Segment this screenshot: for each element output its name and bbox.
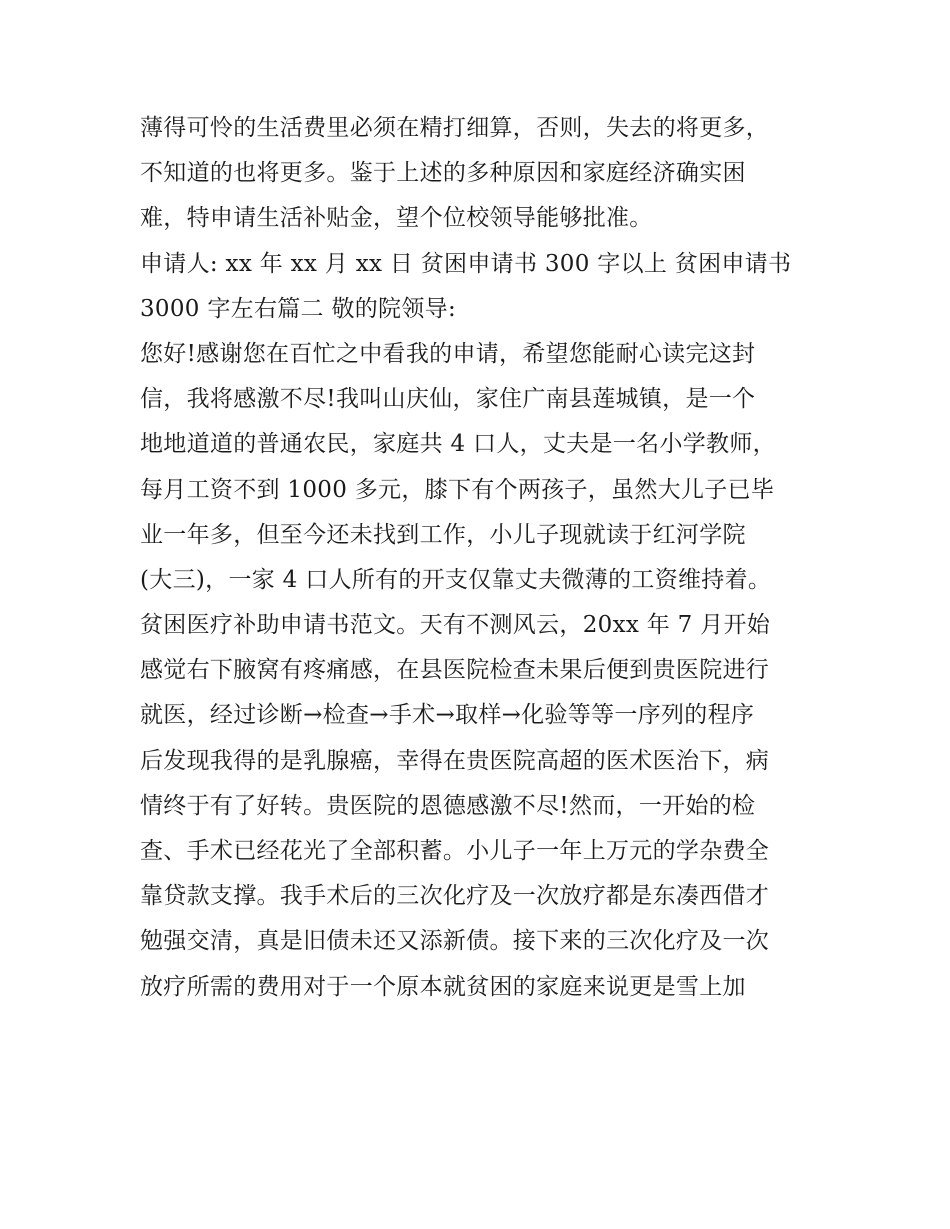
text-line: 靠贷款支撑。我手术后的三次化疗及一次放疗都是东凑西借才 — [140, 883, 770, 910]
text-line: 地地道道的普通农民，家庭共 4 口人，丈夫是一名小学教师， — [140, 431, 776, 458]
text-line: 查、手术已经花光了全部积蓄。小儿子一年上万元的学杂费全 — [140, 838, 770, 864]
text-line: 感觉右下腋窝有疼痛感，在县医院检查未果后便到贵医院进行 — [140, 657, 770, 684]
text-line: 信，我将感激不尽!我叫山庆仙，家住广南县莲城镇，是一个 — [140, 386, 756, 413]
text-line: 情终于有了好转。贵医院的恩德感激不尽!然而，一开始的检 — [140, 792, 756, 819]
text-line: 难，特申请生活补贴金，望个位校领导能够批准。 — [140, 205, 653, 232]
text-line: 您好!感谢您在百忙之中看我的申请，希望您能耐心读完这封 — [140, 340, 756, 367]
text-line: 申请人: xx 年 xx 月 xx 日 贫困申请书 300 字以上 贫困申请书 — [140, 250, 792, 277]
text-line: 后发现我得的是乳腺癌，幸得在贵医院高超的医术医治下，病 — [140, 747, 770, 774]
text-line: 薄得可怜的生活费里必须在精打细算，否则，失去的将更多， — [140, 115, 770, 141]
text-line: 业一年多，但至今还未找到工作，小儿子现就读于红河学院 — [140, 521, 746, 548]
text-line: 每月工资不到 1000 多元，膝下有个两孩子，虽然大儿子已毕 — [140, 476, 775, 503]
body-text — [140, 106, 830, 1010]
text-line: (大三)，一家 4 口人所有的开支仅靠丈夫微薄的工资维持着。 — [140, 566, 772, 593]
text-line: 放疗所需的费用对于一个原本就贫困的家庭来说更是雪上加 — [140, 973, 746, 1000]
text-line: 3000 字左右篇二 敬的院领导: — [140, 295, 457, 322]
text-line: 就医，经过诊断→检查→手术→取样→化验等等一序列的程序 — [140, 702, 755, 729]
text-line: 不知道的也将更多。鉴于上述的多种原因和家庭经济确实困 — [140, 160, 746, 187]
text-line: 贫困医疗补助申请书范文。天有不测风云，20xx 年 7 月开始 — [140, 612, 771, 639]
text-line: 勉强交清，真是旧债未还又添新债。接下来的三次化疗及一次 — [140, 928, 770, 955]
